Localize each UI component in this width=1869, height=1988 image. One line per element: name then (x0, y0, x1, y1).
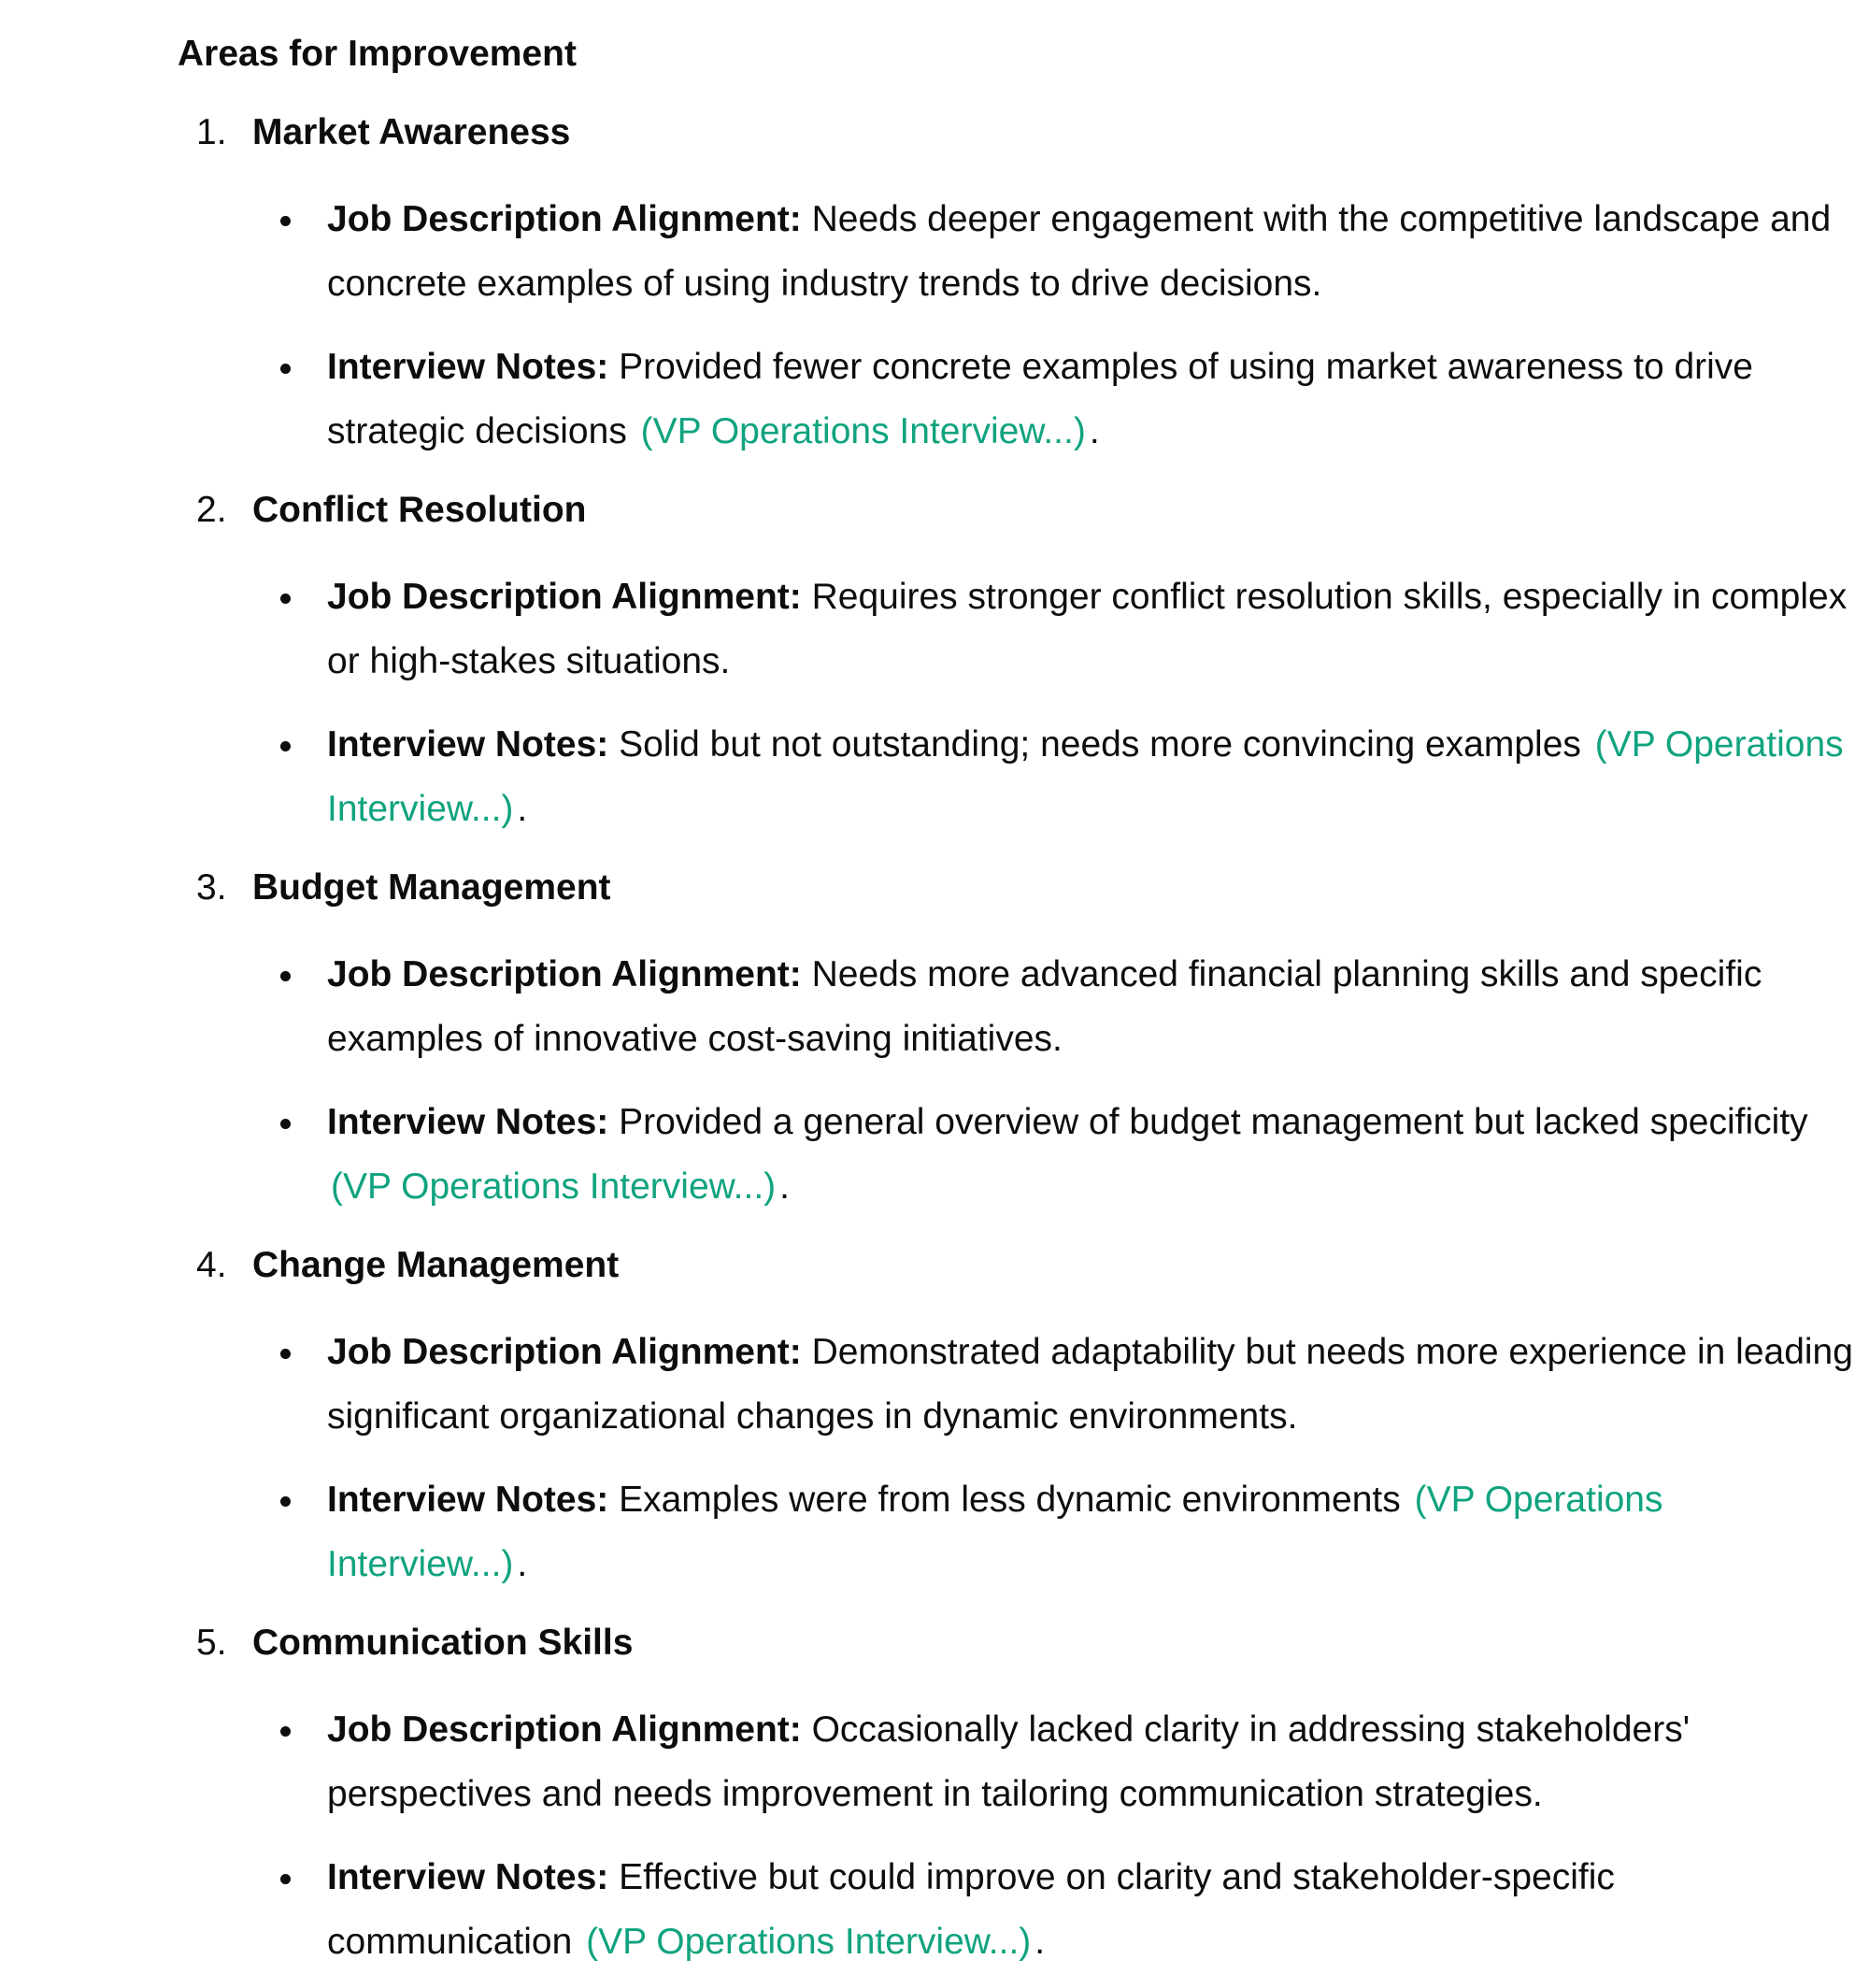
point-label: Interview Notes: (327, 1102, 609, 1142)
detail-list (178, 942, 1869, 1219)
interview-notes-point (178, 712, 1860, 841)
point-text (327, 1467, 1860, 1596)
item-title: Change Management (252, 1245, 620, 1285)
bullet-icon (280, 971, 291, 981)
point-body: Demonstrated adaptability but needs more experience in leading significant organizational changes in dynamic environments. (327, 1332, 1853, 1437)
sentence-end: . (779, 1166, 790, 1207)
improvement-heading (178, 1623, 1869, 1664)
citation-link[interactable]: (VP Operations Interview...) (327, 1480, 1663, 1584)
bullet-icon (280, 1349, 291, 1359)
point-text (327, 335, 1860, 464)
improvement-list (178, 112, 1869, 1974)
point-body: Occasionally lacked clarity in addressing stakeholders' perspectives and needs improvement in tailoring communication strategies. (327, 1709, 1691, 1814)
sentence-end: . (517, 1544, 528, 1584)
list-number: 3. (196, 867, 227, 908)
detail-list (178, 565, 1869, 841)
improvement-heading (178, 112, 1869, 153)
citation-link[interactable]: (VP Operations Interview...) (586, 1922, 1032, 1962)
bullet-icon (280, 364, 291, 374)
interview-notes-point (178, 1090, 1860, 1219)
section-title: Areas for Improvement (178, 34, 577, 74)
improvement-heading (178, 867, 1869, 908)
citation-link[interactable]: (VP Operations Interview...) (327, 724, 1844, 829)
point-label: Interview Notes: (327, 1857, 609, 1897)
detail-list (178, 1320, 1869, 1596)
bullet-icon (280, 594, 291, 604)
list-number: 5. (196, 1623, 227, 1663)
point-body: Solid but not outstanding; needs more convincing examples (608, 724, 1581, 765)
point-label: Job Description Alignment: (327, 1709, 802, 1750)
sentence-end: . (1089, 411, 1100, 451)
list-number: 1. (196, 112, 227, 152)
bullet-icon (280, 741, 291, 751)
sentence-end: . (1034, 1922, 1046, 1962)
point-label: Interview Notes: (327, 1480, 609, 1520)
point-label: Interview Notes: (327, 724, 609, 765)
improvement-item (178, 490, 1869, 841)
point-text (327, 1845, 1860, 1974)
improvement-heading (178, 1245, 1869, 1286)
job-alignment-point (178, 1320, 1860, 1449)
point-body: Needs more advanced financial planning skills and specific examples of innovative cost-saving initiatives. (327, 954, 1762, 1059)
bullet-icon (280, 216, 291, 226)
job-alignment-point (178, 942, 1860, 1071)
interview-notes-point (178, 1467, 1860, 1596)
point-text (327, 1697, 1860, 1826)
bullet-icon (280, 1119, 291, 1129)
point-body: Provided fewer concrete examples of using market awareness to drive strategic decisions (327, 347, 1753, 451)
point-label: Job Description Alignment: (327, 1332, 802, 1372)
detail-list (178, 1697, 1869, 1974)
citation-link[interactable]: (VP Operations Interview...) (640, 411, 1086, 451)
point-text (327, 1090, 1860, 1219)
improvement-heading (178, 490, 1869, 531)
sentence-end: . (517, 789, 528, 829)
point-text (327, 1320, 1860, 1449)
point-body: Provided a general overview of budget management but lacked specificity (608, 1102, 1808, 1142)
bullet-icon (280, 1874, 291, 1884)
interview-notes-point (178, 335, 1860, 464)
item-title: Budget Management (252, 867, 611, 908)
point-label: Job Description Alignment: (327, 199, 802, 239)
improvement-item (178, 1245, 1869, 1596)
point-body: Needs deeper engagement with the competitive landscape and concrete examples of using industry trends to drive decisions. (327, 199, 1832, 304)
point-text (327, 187, 1860, 316)
item-title: Conflict Resolution (252, 490, 587, 530)
interview-notes-point (178, 1845, 1860, 1974)
bullet-icon (280, 1726, 291, 1737)
bullet-icon (280, 1496, 291, 1507)
point-label: Job Description Alignment: (327, 577, 802, 617)
improvement-item (178, 112, 1869, 464)
citation-link[interactable]: (VP Operations Interview...) (331, 1166, 777, 1207)
point-label: Job Description Alignment: (327, 954, 802, 994)
point-text (327, 712, 1860, 841)
item-title: Market Awareness (252, 112, 571, 152)
list-number: 2. (196, 490, 227, 530)
point-body: Effective but could improve on clarity and stakeholder-specific communication (327, 1857, 1615, 1962)
item-title: Communication Skills (252, 1623, 634, 1663)
point-text (327, 565, 1860, 694)
list-number: 4. (196, 1245, 227, 1285)
improvement-item (178, 1623, 1869, 1974)
detail-list (178, 187, 1869, 464)
job-alignment-point (178, 187, 1860, 316)
improvement-item (178, 867, 1869, 1219)
point-label: Interview Notes: (327, 347, 609, 387)
point-body: Examples were from less dynamic environments (608, 1480, 1401, 1520)
point-text (327, 942, 1860, 1071)
job-alignment-point (178, 1697, 1860, 1826)
job-alignment-point (178, 565, 1860, 694)
point-body: Requires stronger conflict resolution skills, especially in complex or high-stakes situations. (327, 577, 1848, 681)
